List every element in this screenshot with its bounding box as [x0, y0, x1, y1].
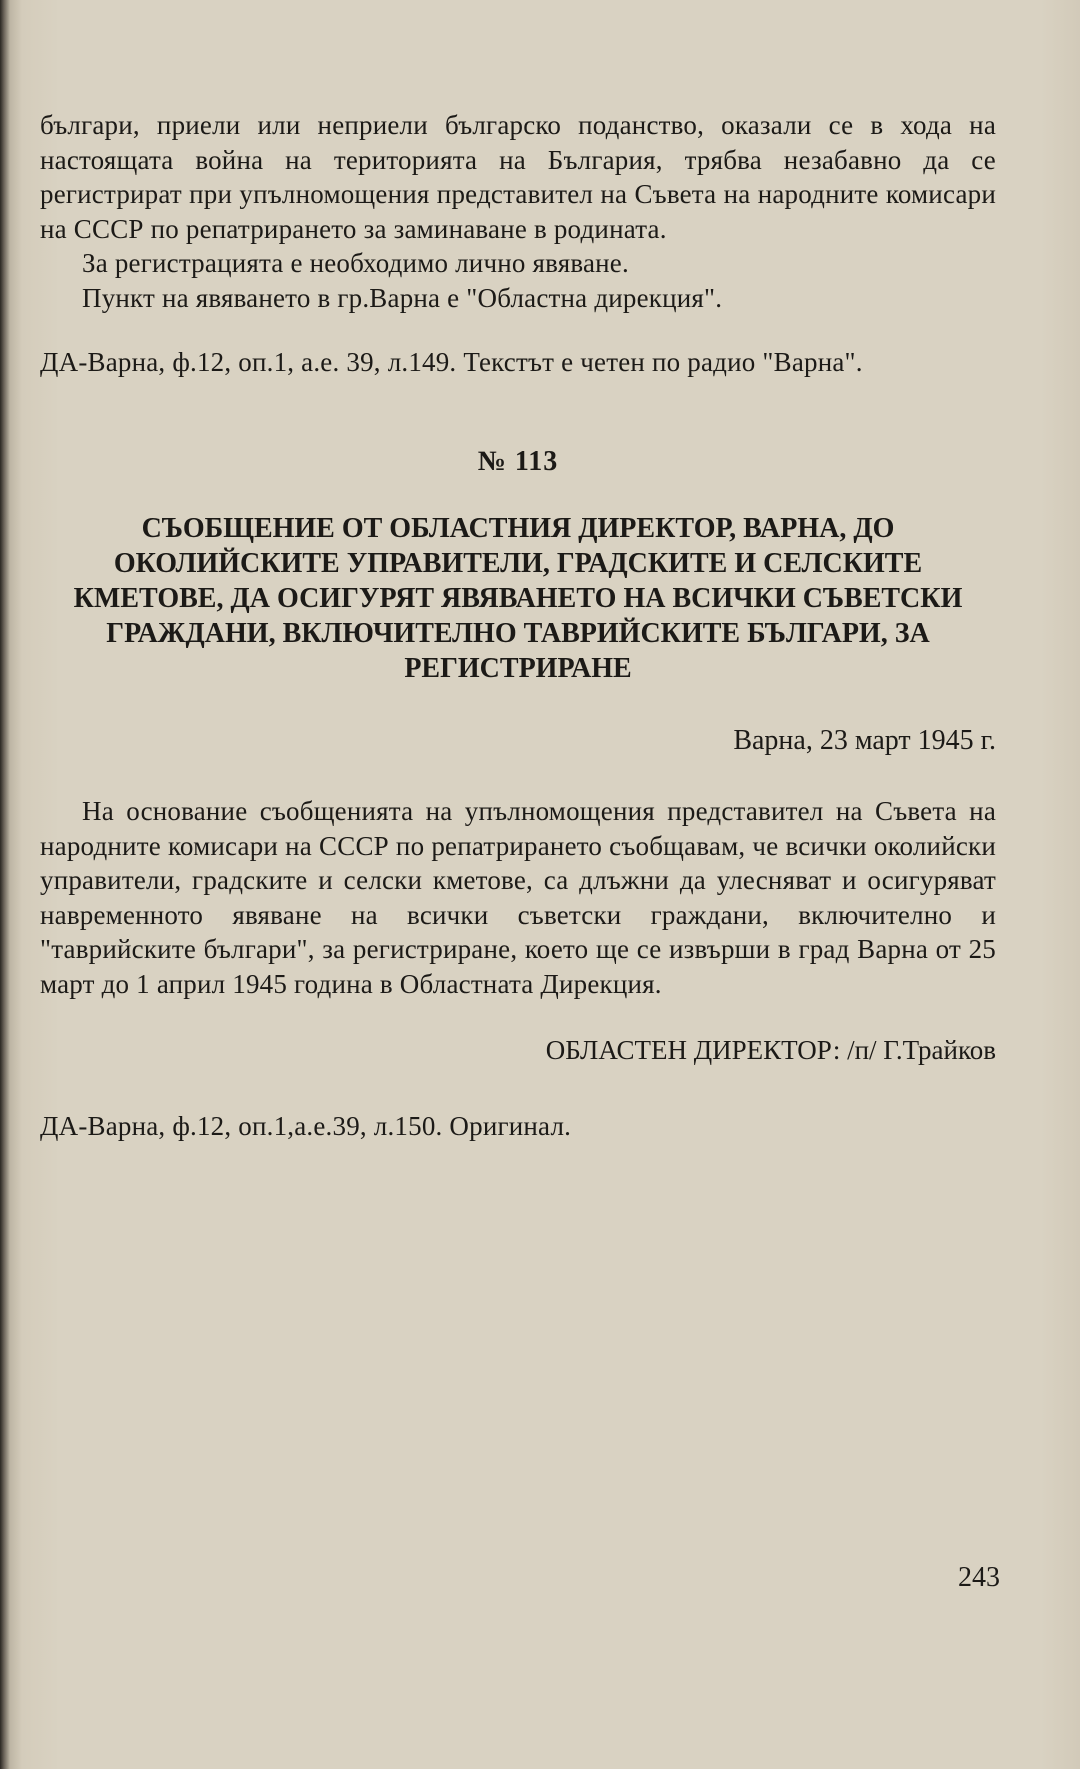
archive-source-reference: ДА-Варна, ф.12, оп.1, а.е. 39, л.149. Текстът е четен по радио "Варна".	[40, 347, 863, 377]
document-body: На основание съобщенията на упълномощения представител на Съвета на народните комисари на СССР по репатрирането съобщавам, че всички околийски управители, градските и селски кметове, са длъжни да улесняват и осигуряват навременното явяване на всички съветски граждани, включително и "таврийските българи", за регистриране, което ще се извърши в град Варна от 25 март до 1 април 1945 година в Областната Дирекция.	[40, 796, 996, 999]
document-number: № 113	[477, 446, 559, 477]
archive-source-reference-2: ДА-Варна, ф.12, оп.1,а.е.39, л.150. Оригинал.	[40, 1111, 572, 1141]
signature-line: ОБЛАСТЕН ДИРЕКТОР: /п/ Г.Трайков	[545, 1035, 996, 1065]
continuation-paragraph: българи, приели или неприели българско поданство, оказали се в хода на настоящата война на територията на България, трябва незабавно да се регистрират при упълномощения представител на Съвета на народните комисари на СССР по репатрирането за заминаване в родината.	[40, 110, 996, 244]
document-title: СЪОБЩЕНИЕ ОТ ОБЛАСТНИЯ ДИРЕКТОР, ВАРНА, ДО ОКОЛИЙСКИТЕ УПРАВИТЕЛИ, ГРАДСКИТЕ И СЕЛСКИТЕ КМЕТОВЕ, ДА ОСИГУРЯТ ЯВЯВАНЕТО НА ВСИЧКИ СЪВЕТСКИ ГРАЖДАНИ, ВКЛЮЧИТЕЛНО ТАВРИЙСКИТЕ БЪЛГАРИ, ЗА РЕГИСТРИРАНЕ	[73, 513, 963, 684]
document-date: Варна, 23 март 1945 г.	[733, 725, 996, 756]
page-number: 243	[958, 1562, 1000, 1593]
page-content	[40, 108, 996, 1143]
registration-point-line: Пункт на явяването в гр.Варна е "Областна дирекция".	[82, 282, 723, 313]
registration-line: За регистрацията е необходимо лично явяване.	[82, 248, 629, 278]
